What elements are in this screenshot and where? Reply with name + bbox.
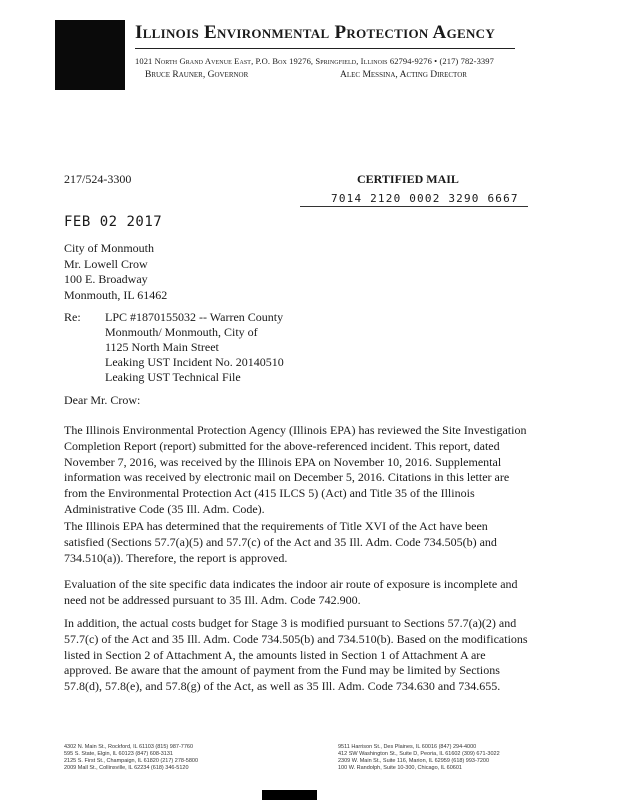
- text-line: need not be addressed pursuant to 35 Ill. Adm. Code 742.900.: [64, 592, 361, 607]
- agency-logo: [55, 20, 125, 90]
- re-line: Leaking UST Incident No. 20140510: [105, 355, 284, 369]
- footer-line: 2009 Mall St., Collinsville, IL 62234 (618) 346-5120: [64, 765, 189, 771]
- recipient-address: [64, 241, 167, 303]
- agency-name: Illinois Environmental Protection Agency: [135, 22, 496, 43]
- date-stamp: FEB 02 2017: [64, 214, 163, 230]
- paragraph-budget: [64, 616, 534, 695]
- director-name: Alec Messina, Acting Director: [340, 70, 467, 80]
- letterhead-divider: [135, 48, 515, 49]
- certified-mail-label: CERTIFIED MAIL: [357, 172, 459, 186]
- text-line: information was received by electronic mail on December 5, 2016. Citations in this letter are: [64, 470, 510, 485]
- re-line: Monmouth/ Monmouth, City of: [105, 325, 258, 339]
- salutation: Dear Mr. Crow:: [64, 393, 141, 407]
- text-line: Administrative Code (35 Ill. Adm. Code).: [64, 501, 265, 516]
- text-line: approved. Be aware that the amount of payment from the Fund may be limited by Sections: [64, 663, 500, 678]
- recipient-line: 100 E. Broadway: [64, 272, 148, 286]
- text-line: Evaluation of the site specific data indicates the indoor air route of exposure is incomplete and: [64, 577, 518, 591]
- text-line: satisfied (Sections 57.7(a)(5) and 57.7(c) of the Act and 35 Ill. Adm. Code 734.505(b) and: [64, 534, 497, 549]
- text-line: In addition, the actual costs budget for Stage 3 is modified pursuant to Sections 57.7(a)(2) and: [64, 616, 517, 630]
- re-subject: [105, 310, 284, 385]
- re-line: 1125 North Main Street: [105, 340, 219, 354]
- footer-offices-left: [64, 744, 198, 772]
- footer-line: 2125 S. First St., Champaign, IL 61820 (217) 278-5800: [64, 758, 199, 764]
- agency-address: 1021 North Grand Avenue East, P.O. Box 19276, Springfield, Illinois 62794-9276 • (217) 782-3397: [135, 56, 494, 66]
- text-line: listed in Section 2 of Attachment A, the amounts listed in Section 1 of Attachment A are: [64, 647, 486, 662]
- footer-line: 100 W. Randolph, Suite 10-300, Chicago, IL 60601: [338, 765, 462, 771]
- text-line: The Illinois Environmental Protection Agency (Illinois EPA) has reviewed the Site Investigation: [64, 423, 527, 437]
- governor-name: Bruce Rauner, Governor: [145, 70, 249, 80]
- footer-line: 412 SW Washington St., Suite D, Peoria, IL 61602 (309) 671-3022: [338, 751, 500, 757]
- re-line: Leaking UST Technical File: [105, 370, 241, 384]
- paragraph-indoor-air: [64, 577, 534, 609]
- text-line: 57.8(d), 57.8(e), and 57.8(g) of the Act, as well as 35 Ill. Adm. Code 734.630 and 734.655.: [64, 679, 501, 694]
- footer-offices-right: [338, 744, 500, 772]
- re-label: Re:: [64, 310, 81, 324]
- text-line: from the Environmental Protection Act (415 ILCS 5) (Act) and Title 35 of the Illinois: [64, 486, 475, 501]
- re-line: LPC #1870155032 -- Warren County: [105, 310, 284, 324]
- text-line: November 7, 2016, was received by the Illinois EPA on November 10, 2016. Supplemental: [64, 454, 502, 469]
- recipient-line: Mr. Lowell Crow: [64, 256, 148, 271]
- text-line: 734.510(a)). Therefore, the report is approved.: [64, 550, 288, 565]
- text-line: 57.7(c) of the Act and 35 Ill. Adm. Code 734.505(b) and 734.510(b). Based on the modifications: [64, 631, 528, 646]
- scan-edge-mark: [262, 790, 317, 800]
- phone-number: 217/524-3300: [64, 172, 132, 186]
- tracking-underline: [300, 206, 528, 207]
- footer-line: 9511 Harrison St., Des Plaines, IL 60016 (847) 294-4000: [338, 744, 477, 750]
- paragraph-review: [64, 423, 534, 518]
- tracking-number: 7014 2120 0002 3290 6667: [331, 192, 519, 205]
- text-line: Completion Report (report) submitted for the above-referenced incident. This report, dated: [64, 438, 500, 453]
- paragraph-approval: [64, 519, 534, 566]
- footer-line: 2309 W. Main St., Suite 116, Marion, IL 62959 (618) 993-7200: [338, 758, 490, 764]
- footer-line: 595 S. State, Elgin, IL 60123 (847) 608-3131: [64, 751, 173, 757]
- footer-line: 4302 N. Main St., Rockford, IL 61103 (815) 987-7760: [64, 744, 194, 750]
- recipient-line: City of Monmouth: [64, 241, 155, 255]
- text-line: The Illinois EPA has determined that the requirements of Title XVI of the Act have been: [64, 519, 488, 533]
- recipient-line: Monmouth, IL 61462: [64, 287, 168, 302]
